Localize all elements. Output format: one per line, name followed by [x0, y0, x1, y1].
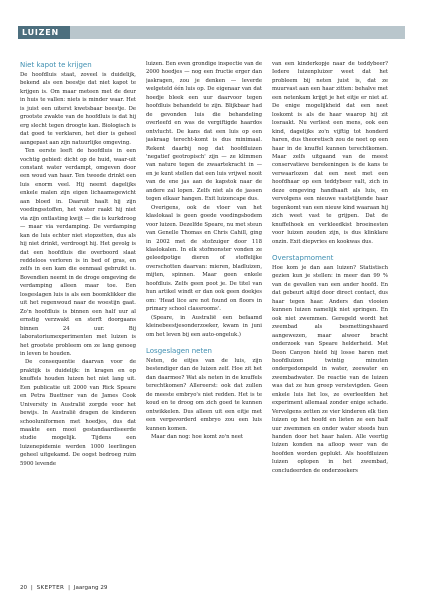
magazine-name: SKEPTER: [36, 585, 65, 591]
subsection: [272, 253, 388, 475]
footer-divider: |: [30, 585, 33, 591]
paragraph: De hoofdluis staat, zoveel is duidelijk, bekend als een beestje dat niet kapot te krijgen is. Om maar meteen met de deur in huis te vallen: niets is minder waar. Het is juist een uiterst kwetsbaar beestje. De grootste zwakte van de hoofdluis is dat hij erg slecht tegen droogte kan. Biologisch is dat goed te verklaren, het dier is geheel aangepast aan zijn natuurlijke omgeving.: [20, 72, 136, 146]
article-column-2: [146, 60, 262, 580]
article-column-3: [272, 60, 388, 580]
paragraph: van een kinderkopje naar de teddybeer? Iedere luizenpluizer weet dat het probleem bij neten juist is, dat ze muurvast aan een haar zitten: behalve met een netenkam krijgt je het eitje er niet af. De enige mogelijkheid dat een neet loskomt is als de haar waarop hij zit losraakt. Nu verliest een mens, ook een kind, dagelijks zo'n vijftig tot honderd haren, dus theoretisch zou de neet op een haar in de knuffel kunnen terechtkomen. Maar zelfs uitgaand van de meest conservatieve berekeningen is de kans te verwaarlozen dat een neet met een hoofdhaar op een teddybeer valt, zich in deze omgeving handhaaft als luis, en vervolgens een nieuwe vaststijtende haar tegenkomt van een nieuw kind waaraan hij zich weet vast te grijpen. Dat de knuffelhoek en verkleedkist broeinesten voor luizen zouden zijn, is dus klinklare onzin. Exit diepvries en kookwas dus.: [272, 61, 388, 245]
section-label: LUIZEN: [22, 28, 60, 37]
paragraph: Ten eerste leeft de hoofdluis in een vochtig gebied: dicht op de huid, waar-uit constant water verdampt, omgeven door een woud van haar. Ten tweede drinkt een luis enorm veel. Hij neemt dagelijks enkele malen zijn eigen lichaamsgewicht aan bloed in. Daaruit haalt hij zijn voedingsstoffen, het water raakt hij niet via zijn ontlasting kwijt — die is kurkdroog — maar via verdamping. De verdamping kan de luis echter niet stopzetten, dus als hij niet drinkt, verdroogt hij. Het gevolg is dat een hoofdluis die overboord slaat reddeloos verloren is in bed of gras, en zelfs in een kam die eenmaal gebruikt is. Bovendien neemt in de droge omgeving de verdamping alleen maar toe. Een losgeslagen luis is als een boomklikker die uit het regenwoud naar de woestijn gaat. Zo'n hoofdluis is binnen een half uur al ernstig verzwakt en sterft doorgaans binnen 24 uur. Bij laboratoriumexperimenten met luizen is het grootste probleem om ze lang genoeg in leven te houden.: [20, 148, 136, 357]
subheading: Niet kapot te krijgen: [20, 61, 92, 69]
page-footer: [20, 585, 107, 591]
section-header-band: [18, 26, 405, 39]
paragraph: (Speare, in Australië een befaamd kleinebeestjesonderzoeker, kwam in juni om het leven bij een auto-ongeluk.): [146, 314, 262, 338]
article-column-1: [20, 60, 136, 580]
paragraph: luizen. Een even grondige inspectie van de 2000 hoedjes — nog een fructie erger dan jaskragen, zou je denken — leverde welgeteld één luis op. De eigenaar van dat hoedje bleek een uur daarvoor tegen hoofdluis behandeld te zijn. Blijkbaar had de gevonden luis die behandeling overleefd en was de vergiftigde haardos ontvlucht. De kans dat een luis op een jaskraag terecht-komt is dus minimaal. Rekent daarbij nog dat hoofdluizen 'negatief geotropisch' zijn — ze klimmen van nature tegen de zwaartekracht in — en je kunt stellen dat een luis vrijwel nooit van de ene jas aan de kapstok naar de andere zal lopen. Zelfs niet als de jassen tegen elkaar hangen. Exit luizencape dus.: [146, 61, 262, 203]
paragraph: Overigens, ook de vloer van het klaslokaal is geen goede voedingsbodem voor luizen. Dezelfde Speare, nu met steun van Genelle Thomas en Chris Cahill, ging in 2002 met de stofzuiger door 118 klaslokalen. In elk stofmonster vonden ze geleedpotige dieren of stoffelijke overschotten daarvan: mieren, bladluizen, mijten, spinnen. Maar geen enkele hoofdluis. Zelfs geen poot je. De titel van hun artikel windt er dan ook geen doekjes om: 'Head lice are not found on floors in primary school classrooms'.: [146, 204, 262, 313]
footer-divider: |: [68, 585, 71, 591]
subsection: [146, 346, 262, 442]
paragraph: Neten, de eitjes van de luis, zijn bestendiger dan de luizen zelf. Hoe zit het dan daarmee? Wat als neten in de knuffels terechtkomen? Allereerst: ook dat zullen de meeste embryo's niet redden. Het is te koud en te droog om zich goed te kunnen ontwikkelen. Dus alleen uit een eitje met een vergevorderd embryo zou een luis kunnen komen.: [146, 357, 262, 432]
paragraph: Hoe kom je dan aan luizen? Statistisch gezien kun je stellen: in meer dan 99 % van de gevallen van een ander hoofd. En dat gebeurt altijd door direct contact, dus haar tegen haar. Anders dan vlooien kunnen luizen namelijk niet springen. En ook niet zwemmen. Geregeld wordt het zwembad als besmettingshaard aangewezen, maar alweer bracht onderzoek van Speare helderheid. Met Deon Canyon hield hij losse haren met hoofdluizen twintig minuten ondergedompeld in water, zeewater en zwembadwater. De reactie van de luizen was dat ze hun greep verstevigden. Geen enkele luis liet los, ze overleefden het experiment allemaal zonder enige schade. Vervolgens zetten ze vier kinderen elk tien luizen op het hoofd en lieten ze een half uur zwemmen en onder water steeds hun handen door het haar halen. Alle veertig luizen konden na afloop weer van de hoofden worden geplukt. Als hoofdluizen luizen oplopen in het zwembad, concludeerden de onderzoekers: [272, 264, 388, 474]
page-number: 20: [20, 585, 28, 591]
paragraph: Maar dan nog: hoe komt zo'n neet: [151, 434, 244, 441]
paragraph: De consequentie daarvan voor de praktijk is duidelijk: in kragen en op knuffels houden luizen het niet lang uit. Een publicatie uit 2000 van Rick Speare en Petra Buettner van de James Cook University in Australië zorgde voor het bewijs. In Australië dragen de kinderen schooluniformen met hoedjes, dus dat maakte een mooi gestandaardiseerde studie mogelijk. Tijdens een luizenepidemie werden 1000 leerlingen geheel uitgekamd. De oogst bedroeg ruim 5900 levende: [20, 359, 136, 467]
volume-label: Jaargang 29: [73, 585, 108, 591]
subheading: Overstapmoment: [272, 253, 334, 262]
subheading: Losgeslagen neten: [146, 346, 212, 355]
